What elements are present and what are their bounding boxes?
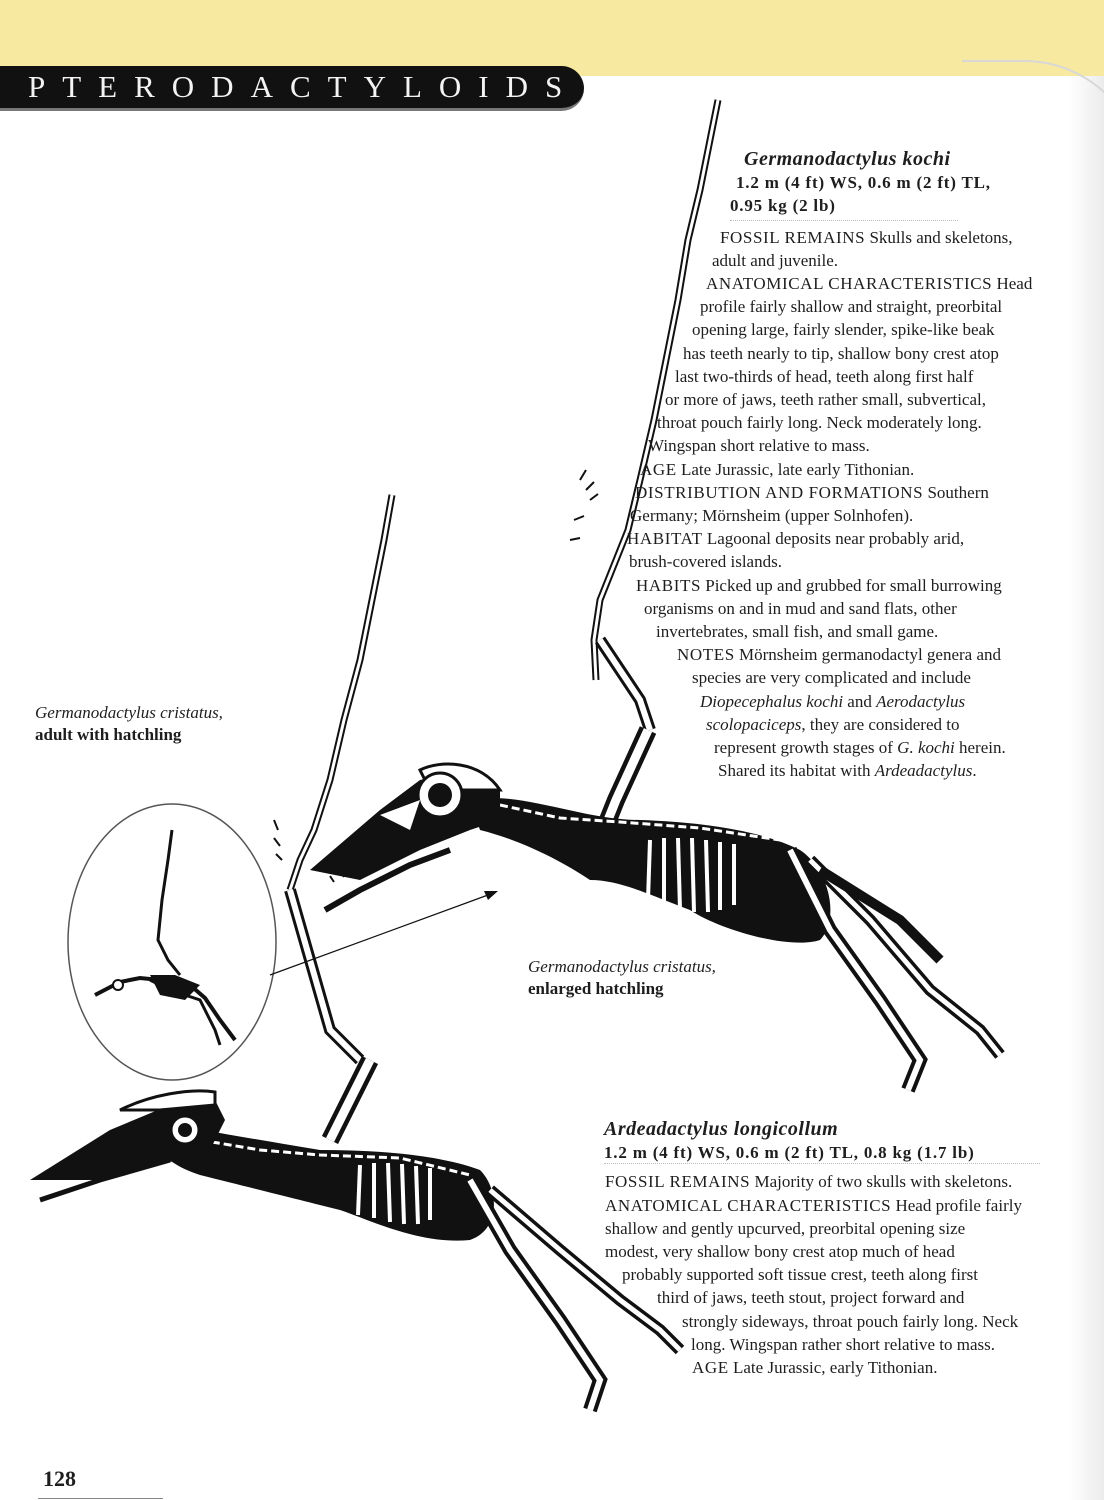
taxon-name: Diopecephalus kochi [700,691,844,711]
section-title: PTERODACTYLOIDS [28,69,580,104]
kochi-measurements-2: 0.95 kg (2 lb) [730,196,836,216]
ardea-text-block [570,1118,1070,1379]
text-line: throat pouch fairly long. Neck moderately long. [657,413,982,433]
text-line: species are very complicated and include [692,668,971,688]
ardea-age [692,1356,1070,1379]
caption-taxon: Germanodactylus cristatus, [528,957,716,976]
fossil-remains-label: FOSSIL REMAINS [720,227,866,247]
ardea-fossil-remains [605,1170,1070,1193]
text-line: last two-thirds of head, teeth along first half [675,366,974,386]
kochi-anatomical [706,272,1070,295]
habitat-text: Lagoonal deposits near probably arid, [706,529,965,549]
text-line: organisms on and in mud and sand flats, other [644,598,957,618]
text-line: strongly sideways, throat pouch fairly long. Neck [682,1311,1019,1331]
text-fragment: Shared its habitat with [718,761,875,781]
text-fragment: . [972,761,977,781]
caption-description: enlarged hatchling [528,979,664,998]
habitat-label: HABITAT [627,529,703,549]
caption-taxon: Germanodactylus cristatus, [35,703,223,722]
page-number: 128 [43,1466,76,1491]
caption-description: adult with hatchling [35,725,182,744]
taxon-name: Ardeadactylus [874,761,973,781]
anatomical-label: ANATOMICAL CHARACTERISTICS [706,274,993,294]
ardea-heading-rule [604,1163,1040,1164]
text-line: profile fairly shallow and straight, preorbital [700,297,1003,317]
anatomical-text: Head profile fairly [895,1195,1022,1215]
text-line: has teeth nearly to tip, shallow bony crest atop [683,343,999,363]
fossil-remains-label: FOSSIL REMAINS [605,1172,751,1192]
kochi-habits [636,574,1070,597]
fossil-remains-text: Skulls and skeletons, [869,227,1013,247]
text-fragment: herein. [954,738,1006,758]
text-line [706,713,1070,736]
text-line [714,736,1070,759]
text-line: third of jaws, teeth stout, project forward and [657,1288,965,1308]
age-text: Late Jurassic, early Tithonian. [733,1358,938,1378]
kochi-age [640,458,1070,481]
taxon-name: Aerodactylus [876,691,966,711]
kochi-distribution [635,481,1070,504]
anatomical-label: ANATOMICAL CHARACTERISTICS [605,1195,892,1215]
taxon-name: scolopaciceps [706,714,802,734]
habits-text: Picked up and grubbed for small burrowing [705,575,1002,595]
text-line: modest, very shallow bony crest atop much of head [605,1242,955,1262]
taxon-name: G. kochi [897,738,955,758]
hatchling-inset [68,804,276,1080]
text-line: Germany; Mörnsheim (upper Solnhofen). [630,506,914,526]
notes-text: Mörnsheim germanodactyl genera and [739,645,1002,665]
anatomical-text: Head [996,274,1033,294]
text-fragment: represent growth stages of [714,738,898,758]
kochi-measurements-1: 1.2 m (4 ft) WS, 0.6 m (2 ft) TL, [736,173,991,193]
text-line: long. Wingspan rather short relative to mass. [691,1334,995,1354]
text-line [718,759,1070,782]
age-label: AGE [640,459,677,479]
caption-adult-with-hatchling [35,702,223,746]
fossil-remains-text: Majority of two skulls with skeletons. [754,1172,1013,1192]
text-line: opening large, fairly slender, spike-like beak [692,320,995,340]
kochi-fossil-remains [720,226,1070,249]
text-line: probably supported soft tissue crest, teeth along first [622,1265,978,1285]
text-line [700,690,1070,713]
distribution-text: Southern [927,482,989,502]
footer-rule [38,1498,163,1499]
kochi-habitat [627,527,1070,550]
habits-label: HABITS [636,575,701,595]
kochi-notes [677,643,1070,666]
text-line: brush-covered islands. [629,552,782,572]
text-line: invertebrates, small fish, and small game. [656,622,939,642]
text-fragment: and [843,691,877,711]
ardea-measurements: 1.2 m (4 ft) WS, 0.6 m (2 ft) TL, 0.8 kg (1.7 lb) [604,1143,975,1163]
kochi-text-block [600,148,1070,782]
text-line: shallow and gently upcurved, preorbital opening size [605,1218,966,1238]
kochi-name: Germanodactylus kochi [744,148,951,170]
text-line: adult and juvenile. [712,250,839,270]
caption-enlarged-hatchling [528,956,716,1000]
notes-label: NOTES [677,645,735,665]
kochi-heading-rule [730,220,958,221]
age-text: Late Jurassic, late early Tithonian. [681,459,915,479]
text-fragment: , they are considered to [801,714,960,734]
age-label: AGE [692,1358,729,1378]
distribution-label: DISTRIBUTION AND FORMATIONS [635,482,924,502]
text-line: Wingspan short relative to mass. [648,436,870,456]
ardea-anatomical [605,1194,1070,1217]
text-line: or more of jaws, teeth rather small, subvertical, [665,390,986,410]
ardea-name: Ardeadactylus longicollum [604,1118,839,1140]
